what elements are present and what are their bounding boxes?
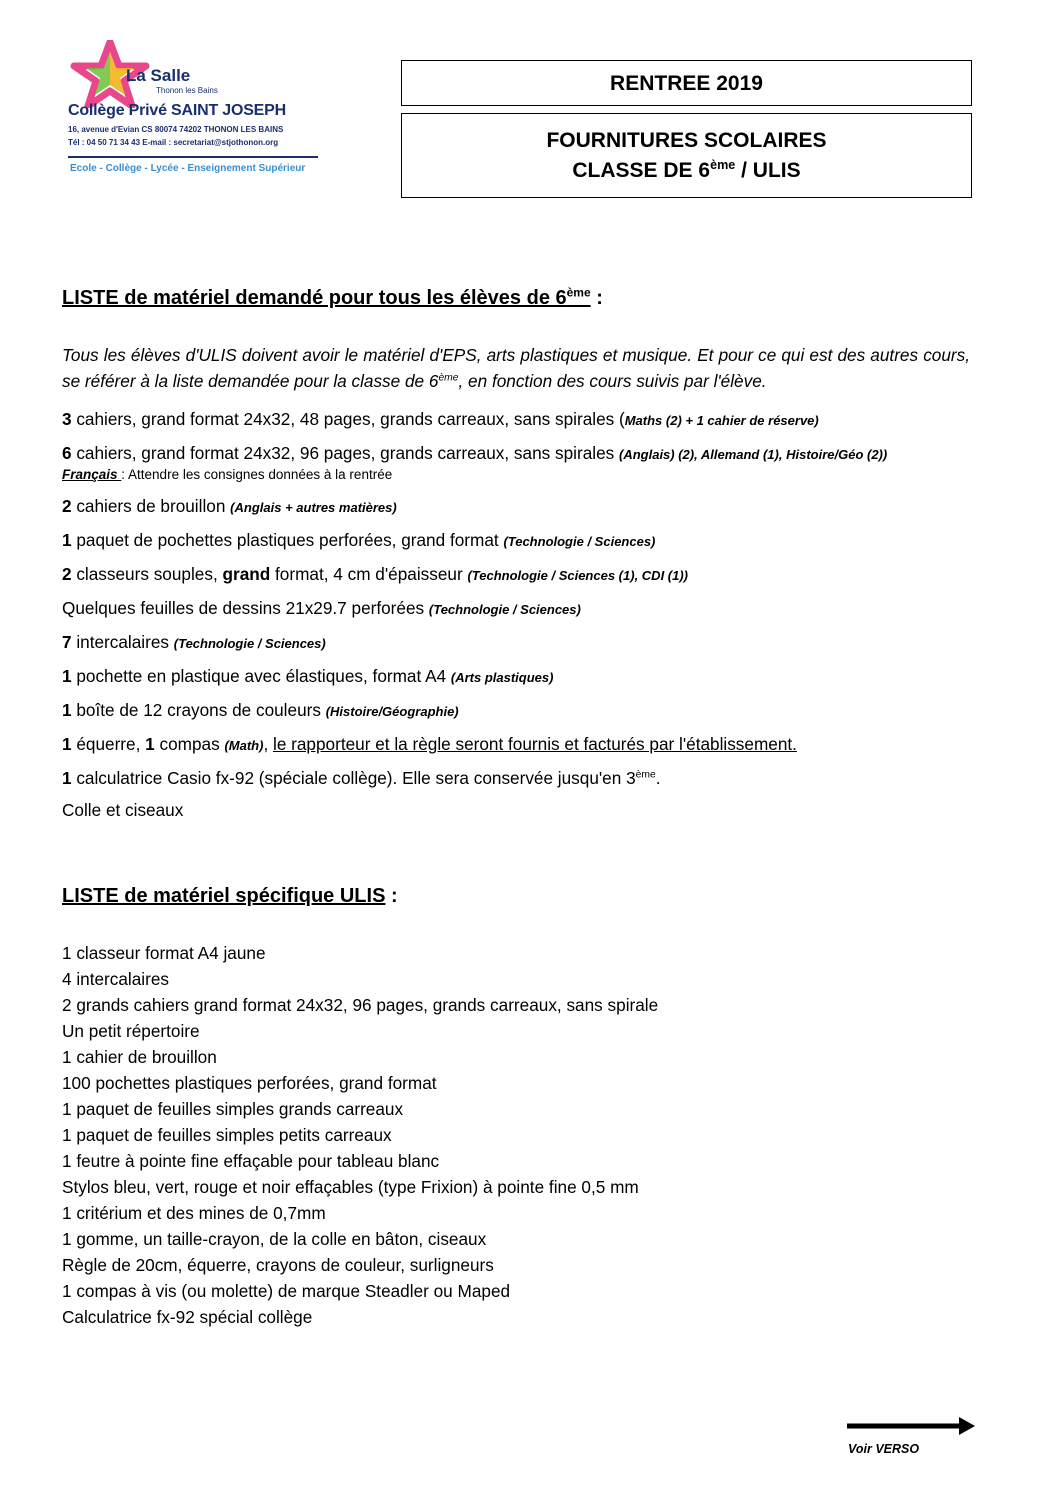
item-text: intercalaires (71, 632, 174, 652)
arrow-right-icon (845, 1415, 977, 1437)
item-qty: 6 (62, 443, 72, 463)
list-item: 1 paquet de feuilles simples petits carreaux (62, 1125, 392, 1145)
subtitle-line-2 (402, 156, 971, 186)
list-item (62, 766, 970, 790)
item-qty: 2 (62, 564, 72, 584)
item-text: Quelques feuilles de dessins 21x29.7 perforées (62, 598, 429, 618)
subtitle-ulis: / ULIS (735, 159, 801, 182)
item-qty: 3 (62, 409, 72, 429)
list-item (62, 528, 970, 554)
item-qty: 2 (62, 496, 72, 516)
item-subject: (Math) (224, 738, 264, 753)
item-text: calculatrice Casio fx-92 (spéciale collège). Elle sera conservée jusqu'en 3 (71, 768, 636, 788)
item-qty: 1 (62, 530, 72, 550)
item-text: cahiers, grand format 24x32, 48 pages, grands carreaux, sans spirales ( (71, 409, 625, 429)
item-subject: (Technologie / Sciences) (173, 636, 326, 651)
item-text: paquet de pochettes plastiques perforées, grand format (71, 530, 504, 550)
subtitle-line-1: FOURNITURES SCOLAIRES (546, 129, 827, 152)
item-text-2: . (655, 768, 661, 788)
list-item (62, 698, 970, 724)
subtitle-sup: ème (710, 158, 736, 172)
list-item: 1 critérium et des mines de 0,7mm (62, 1203, 326, 1223)
list-item: Calculatrice fx-92 spécial collège (62, 1307, 313, 1327)
item-text: classeurs souples, (71, 564, 223, 584)
logo-city: Thonon les Bains (156, 86, 218, 95)
list-item (62, 442, 970, 466)
item-qty: 1 (62, 700, 72, 720)
section-2-list (62, 940, 970, 1330)
item-subject: (Technologie / Sciences) (428, 602, 581, 617)
item-text: équerre, (71, 734, 146, 754)
subtitle-box (401, 113, 972, 198)
item-text: Colle et ciseaux (62, 800, 184, 820)
item-subject: (Arts plastiques) (450, 670, 554, 685)
item-subject: (Histoire/Géographie) (325, 704, 459, 719)
see-verso-label: Voir VERSO (848, 1442, 920, 1456)
item-qty: 1 (62, 768, 72, 788)
section-1-title-sup: ème (566, 285, 591, 300)
list-item (62, 494, 970, 520)
logo-contact: Tél : 04 50 71 34 43 E-mail : secretariat@stjothonon.org (68, 138, 279, 147)
note-label: Français (62, 467, 122, 482)
intro-sup: ème (438, 372, 459, 384)
list-item: 1 classeur format A4 jaune (62, 943, 266, 963)
subtitle-class: CLASSE DE 6 (572, 159, 711, 182)
list-item: 1 gomme, un taille-crayon, de la colle en bâton, ciseaux (62, 1229, 487, 1249)
item-subject: Maths (2) + 1 cahier de réserve) (624, 413, 819, 428)
school-logo (68, 40, 338, 190)
item-qty: 1 (62, 734, 72, 754)
section-2-title (62, 885, 398, 908)
section-1-intro (62, 342, 970, 394)
item-subject: (Anglais) (2), Allemand (1), Histoire/Géo (2)) (619, 447, 888, 462)
list-item: 1 cahier de brouillon (62, 1047, 217, 1067)
item-text-2: compas (154, 734, 225, 754)
item-qty: 7 (62, 632, 72, 652)
list-item (62, 406, 970, 434)
item-text: pochette en plastique avec élastiques, format A4 (71, 666, 451, 686)
year-title-box (401, 60, 972, 106)
item-text: boîte de 12 crayons de couleurs (71, 700, 326, 720)
section-2-title-text: LISTE de matériel spécifique ULIS (62, 885, 386, 907)
list-item: 1 équerre, 1 compas (Math), le rapporteur et la règle seront fournis et facturés par l'établissement. (62, 734, 797, 754)
item-bold: grand (222, 564, 271, 584)
item-qty-2: 1 (145, 734, 155, 754)
item-underlined-note: le rapporteur et la règle seront fournis et facturés par l'établissement. (273, 734, 797, 754)
item-text: cahiers, grand format 24x32, 96 pages, grands carreaux, sans spirales (71, 443, 619, 463)
section-2-title-colon: : (385, 885, 398, 907)
list-item (62, 664, 970, 690)
logo-divider (68, 156, 318, 158)
item-qty: 1 (62, 666, 72, 686)
french-note (62, 466, 970, 484)
list-item: 1 compas à vis (ou molette) de marque Steadler ou Maped (62, 1281, 511, 1301)
item-subject: (Technologie / Sciences (1), CDI (1)) (467, 568, 689, 583)
logo-college-name: Collège Privé SAINT JOSEPH (68, 102, 286, 119)
year-title: RENTREE 2019 (610, 72, 763, 95)
list-item: 2 grands cahiers grand format 24x32, 96 pages, grands carreaux, sans spirale (62, 995, 659, 1015)
list-item: Règle de 20cm, équerre, crayons de couleur, surligneurs (62, 1255, 494, 1275)
list-item: 100 pochettes plastiques perforées, grand format (62, 1073, 437, 1093)
list-item (62, 562, 970, 588)
section-1-list (62, 406, 970, 822)
item-sup: ème (635, 769, 656, 781)
list-item (62, 630, 970, 656)
section-1-title-colon: : (590, 287, 603, 309)
list-item: 1 feutre à pointe fine effaçable pour tableau blanc (62, 1151, 440, 1171)
list-item: Stylos bleu, vert, rouge et noir effaçables (type Frixion) à pointe fine 0,5 mm (62, 1177, 639, 1197)
item-subject: (Technologie / Sciences) (503, 534, 656, 549)
list-item (62, 798, 970, 822)
list-item: Un petit répertoire (62, 1021, 200, 1041)
list-item: 1 paquet de feuilles simples grands carreaux (62, 1099, 404, 1119)
item-text-2: format, 4 cm d'épaisseur (270, 564, 468, 584)
section-1-title (62, 287, 603, 310)
logo-levels: Ecole - Collège - Lycée - Enseignement Supérieur (70, 163, 306, 174)
logo-brand: La Salle (126, 66, 191, 85)
list-item (62, 596, 970, 622)
list-item: 4 intercalaires (62, 969, 169, 989)
item-text: cahiers de brouillon (71, 496, 231, 516)
item-subject: (Anglais + autres matières) (230, 500, 397, 515)
section-1-title-text: LISTE de matériel demandé pour tous les élèves de 6 (62, 287, 567, 309)
note-text: : Attendre les consignes données à la rentrée (121, 467, 393, 482)
intro-text-end: , en fonction des cours suivis par l'élève. (458, 371, 767, 391)
intro-text: Tous les élèves d'ULIS doivent avoir le matériel d'EPS, arts plastiques et musique. Et pour ce qui est des autres cours, se référer à la liste demandée pour la classe de 6 (62, 345, 970, 391)
logo-address: 16, avenue d'Evian CS 80074 74202 THONON LES BAINS (68, 125, 284, 134)
